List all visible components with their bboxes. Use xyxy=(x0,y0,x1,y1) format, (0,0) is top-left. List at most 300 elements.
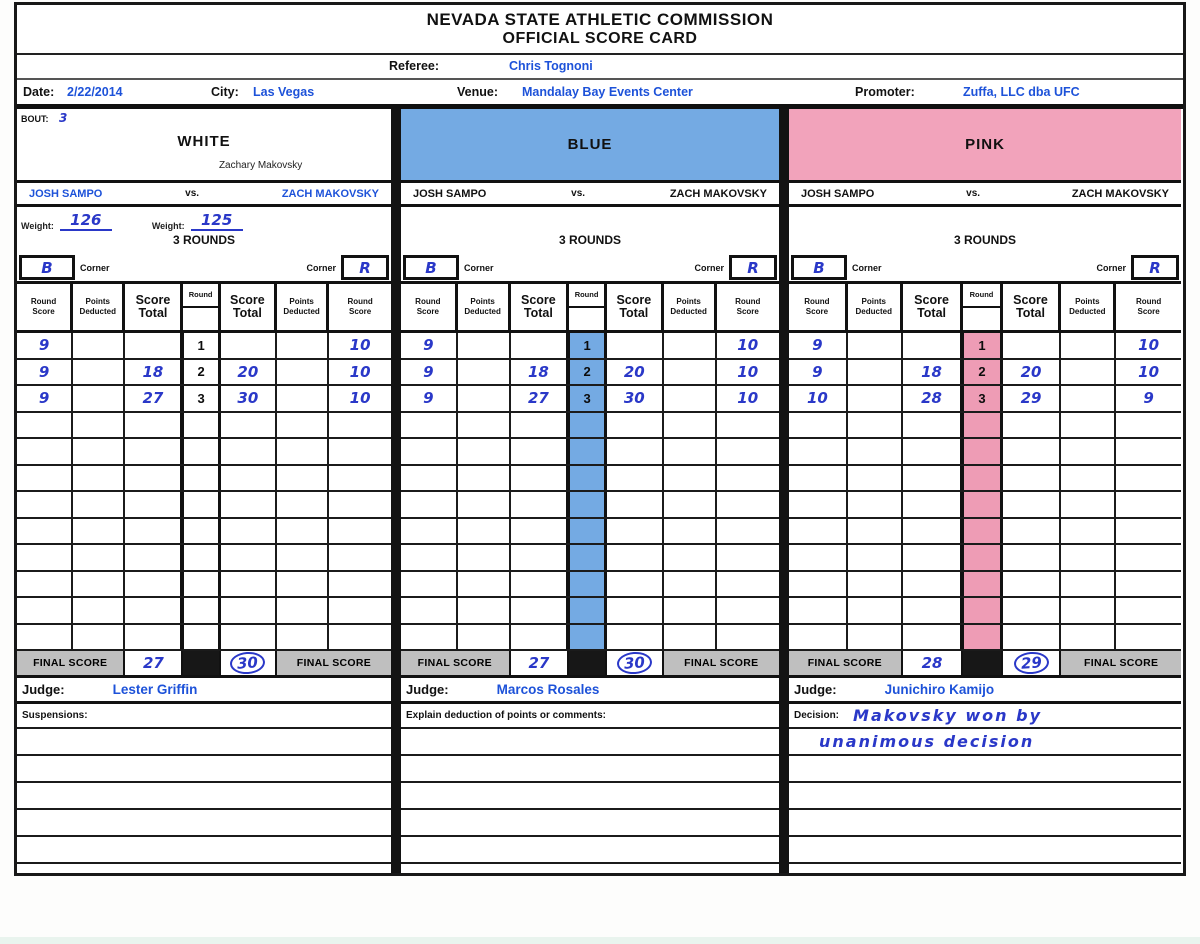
score-row-5 xyxy=(17,439,391,466)
score-cell xyxy=(664,413,717,438)
score-card xyxy=(14,2,1186,876)
round-number-cell xyxy=(569,572,607,597)
score-cell xyxy=(511,413,570,438)
score-cell xyxy=(607,439,664,464)
score-cell: 9 xyxy=(17,360,73,385)
column-header-score-total: Score Total xyxy=(221,284,277,330)
score-cell xyxy=(607,625,664,650)
score-cell: 27 xyxy=(125,386,183,411)
score-row-10 xyxy=(17,572,391,599)
score-cell xyxy=(1003,439,1062,464)
corner-row xyxy=(789,254,1181,281)
weight-row xyxy=(17,207,391,233)
score-cell xyxy=(1116,439,1181,464)
final-score-label-left: FINAL SCORE xyxy=(789,651,903,675)
red-corner-box xyxy=(1131,255,1179,280)
score-cell xyxy=(401,466,458,491)
panel-divider xyxy=(391,109,401,873)
score-cell xyxy=(848,333,903,358)
final-score-left-cell xyxy=(125,651,183,675)
column-header-score-total: Score Total xyxy=(903,284,964,330)
ruled-line xyxy=(17,729,391,756)
score-grid xyxy=(401,333,779,651)
right-fighter-name: ZACH MAKOVSKY xyxy=(281,187,379,200)
round-number-cell xyxy=(183,413,220,438)
score-cell xyxy=(125,466,183,491)
score-cell xyxy=(511,466,570,491)
final-score-label-right: FINAL SCORE xyxy=(277,651,391,675)
score-row-10 xyxy=(401,572,779,599)
spacer xyxy=(401,207,779,233)
red-corner-box xyxy=(341,255,389,280)
venue-label: Venue: xyxy=(457,85,498,99)
column-header-round-score: Round Score xyxy=(401,284,458,330)
score-cell xyxy=(329,598,391,623)
judge-label: Judge: xyxy=(406,682,449,697)
referee-row xyxy=(17,55,1183,80)
round-number-cell xyxy=(183,545,220,570)
score-cell xyxy=(221,333,277,358)
score-cell: 10 xyxy=(1138,336,1160,355)
score-cell xyxy=(848,572,903,597)
weight-label-left: Weight: xyxy=(21,221,54,231)
suspensions-label: Suspensions: xyxy=(22,710,88,721)
right-fighter-name: ZACH MAKOVSKY xyxy=(1071,187,1169,200)
score-cell xyxy=(664,466,717,491)
score-cell xyxy=(607,466,664,491)
score-cell xyxy=(1061,413,1116,438)
score-cell xyxy=(511,492,570,517)
score-row-5 xyxy=(789,439,1181,466)
score-cell xyxy=(1061,492,1116,517)
final-score-right-cell xyxy=(607,651,664,675)
score-cell xyxy=(848,545,903,570)
score-cell: 10 xyxy=(737,336,759,355)
score-cell xyxy=(848,519,903,544)
score-cell xyxy=(329,439,391,464)
score-cell xyxy=(1003,492,1062,517)
left-fighter-name: JOSH SAMPO xyxy=(801,187,875,200)
blue-corner-group xyxy=(791,255,882,280)
decision-handwritten-line1: Makovsky won by xyxy=(853,706,1043,725)
score-cell xyxy=(607,413,664,438)
score-cell xyxy=(664,360,717,385)
blue-corner-group xyxy=(403,255,494,280)
final-score-label-left: FINAL SCORE xyxy=(401,651,511,675)
score-cell xyxy=(903,625,964,650)
score-row-10 xyxy=(789,572,1181,599)
round-number-cell: 1 xyxy=(569,333,607,358)
bout-number-handwritten: 3 xyxy=(59,111,68,125)
round-number-cell xyxy=(963,625,1002,650)
score-cell xyxy=(789,519,848,544)
score-cell xyxy=(277,386,329,411)
comments-row xyxy=(401,704,779,729)
score-cell xyxy=(221,545,277,570)
round-number-cell xyxy=(569,439,607,464)
score-cell xyxy=(664,439,717,464)
round-header-label: Round xyxy=(963,284,999,308)
score-cell xyxy=(17,492,73,517)
score-cell xyxy=(1061,360,1116,385)
score-cell xyxy=(125,333,183,358)
score-cell xyxy=(458,545,511,570)
score-cell xyxy=(73,519,125,544)
score-cell xyxy=(1061,466,1116,491)
bout-row xyxy=(17,109,391,127)
column-header-round-score: Round Score xyxy=(347,297,373,316)
score-cell xyxy=(664,625,717,650)
score-row-1 xyxy=(401,333,779,360)
score-cell xyxy=(607,572,664,597)
score-row-8 xyxy=(17,519,391,546)
score-cell xyxy=(607,333,664,358)
spacer xyxy=(789,207,1181,233)
round-number-cell xyxy=(569,466,607,491)
round-header-label: Round xyxy=(569,284,604,308)
matchup-row xyxy=(401,183,779,207)
score-cell: 29 xyxy=(1003,386,1062,411)
judge-row xyxy=(401,678,779,704)
ruled-line xyxy=(401,810,779,837)
score-cell xyxy=(17,545,73,570)
score-cell xyxy=(73,598,125,623)
round-number-cell: 1 xyxy=(963,333,1002,358)
score-cell xyxy=(17,598,73,623)
score-cell xyxy=(401,598,458,623)
score-cell: 9 xyxy=(1143,389,1154,408)
score-cell xyxy=(903,333,964,358)
score-cell xyxy=(73,545,125,570)
score-cell xyxy=(1116,572,1181,597)
pink-banner xyxy=(789,109,1181,183)
score-cell: 20 xyxy=(1003,360,1062,385)
score-cell xyxy=(717,519,779,544)
score-table-header xyxy=(789,281,1181,333)
score-row-4 xyxy=(401,413,779,440)
red-corner-initial: R xyxy=(1149,258,1161,277)
score-cell xyxy=(125,572,183,597)
score-cell xyxy=(607,545,664,570)
weight-value-left-handwritten: 126 xyxy=(60,211,112,231)
score-row-6 xyxy=(17,466,391,493)
judge-label: Judge: xyxy=(794,682,837,697)
score-cell xyxy=(277,492,329,517)
score-cell xyxy=(458,360,511,385)
score-cell xyxy=(511,625,570,650)
column-header-points-deducted: Points Deducted xyxy=(848,284,903,330)
column-header-points-deducted: Points Deducted xyxy=(664,284,717,330)
score-cell xyxy=(1003,598,1062,623)
scan-edge-artifact xyxy=(0,937,1200,944)
score-cell xyxy=(17,572,73,597)
score-cell xyxy=(401,413,458,438)
score-cell xyxy=(848,492,903,517)
score-cell xyxy=(1061,598,1116,623)
corner-label-right: Corner xyxy=(1096,262,1126,273)
panel-white xyxy=(17,109,391,873)
score-cell xyxy=(607,598,664,623)
score-cell xyxy=(511,439,570,464)
score-cell xyxy=(717,439,779,464)
judge-name: Lester Griffin xyxy=(112,682,198,697)
score-cell xyxy=(458,439,511,464)
score-cell xyxy=(1003,545,1062,570)
score-row-3 xyxy=(789,386,1181,413)
score-cell xyxy=(1116,492,1181,517)
score-cell xyxy=(277,598,329,623)
score-cell xyxy=(329,466,391,491)
score-cell xyxy=(789,598,848,623)
score-row-7 xyxy=(401,492,779,519)
bout-label: BOUT: xyxy=(21,114,49,124)
round-number-cell xyxy=(569,413,607,438)
score-cell: 10 xyxy=(349,336,371,355)
score-cell xyxy=(848,439,903,464)
score-cell xyxy=(848,466,903,491)
rounds-label: 3 ROUNDS xyxy=(172,233,235,247)
fighter-name: Zachary Makovsky xyxy=(218,160,303,171)
panel-pink xyxy=(789,109,1181,873)
score-cell: 18 xyxy=(125,360,183,385)
round-number-cell xyxy=(569,625,607,650)
score-cell xyxy=(848,625,903,650)
blue-corner-box xyxy=(791,255,847,280)
round-number-cell: 2 xyxy=(183,360,220,385)
red-corner-initial: R xyxy=(747,258,759,277)
score-cell xyxy=(458,492,511,517)
score-cell xyxy=(903,572,964,597)
score-cell xyxy=(848,360,903,385)
score-cell xyxy=(277,519,329,544)
panel-divider xyxy=(779,109,789,873)
column-header-score-total: Score Total xyxy=(511,284,570,330)
score-row-8 xyxy=(401,519,779,546)
score-cell xyxy=(277,545,329,570)
round-number-cell: 2 xyxy=(963,360,1002,385)
score-cell: 9 xyxy=(401,333,458,358)
round-number-cell xyxy=(183,466,220,491)
score-cell xyxy=(221,466,277,491)
ruled-line xyxy=(789,756,1181,783)
score-cell xyxy=(848,386,903,411)
final-score-black-box xyxy=(183,651,220,675)
event-info-row xyxy=(17,80,1183,109)
score-row-3 xyxy=(17,386,391,413)
blue-corner-initial: B xyxy=(41,258,53,277)
rounds-label: 3 ROUNDS xyxy=(558,233,621,247)
round-number-cell xyxy=(183,492,220,517)
round-number-cell xyxy=(963,413,1002,438)
score-cell xyxy=(511,519,570,544)
final-score-label-right: FINAL SCORE xyxy=(664,651,779,675)
blue-corner-box xyxy=(19,255,75,280)
score-cell xyxy=(221,413,277,438)
ruled-line xyxy=(401,837,779,864)
score-cell: 10 xyxy=(737,362,759,381)
round-header-subcell xyxy=(569,308,604,330)
score-row-6 xyxy=(401,466,779,493)
score-cell: 9 xyxy=(17,333,73,358)
score-cell: 10 xyxy=(789,386,848,411)
score-cell xyxy=(607,492,664,517)
referee-name: Chris Tognoni xyxy=(509,59,593,73)
score-row-11 xyxy=(17,598,391,625)
corner-label-left: Corner xyxy=(852,262,882,273)
decision-handwritten-line2: unanimous decision xyxy=(819,732,1035,751)
column-header-score-total: Score Total xyxy=(1003,284,1062,330)
ruled-line xyxy=(789,810,1181,837)
score-cell: 30 xyxy=(221,386,277,411)
score-cell xyxy=(511,598,570,623)
score-cell xyxy=(73,360,125,385)
score-row-6 xyxy=(789,466,1181,493)
judge-panels xyxy=(17,109,1183,873)
score-cell xyxy=(789,572,848,597)
blue-corner-initial: B xyxy=(813,258,825,277)
score-cell xyxy=(221,439,277,464)
score-cell xyxy=(17,439,73,464)
final-score-left-handwritten: 28 xyxy=(921,654,943,672)
score-row-12 xyxy=(401,625,779,652)
corner-label-right: Corner xyxy=(306,262,336,273)
score-cell xyxy=(458,519,511,544)
decision-row xyxy=(789,704,1181,729)
score-cell xyxy=(277,333,329,358)
score-row-1 xyxy=(789,333,1181,360)
score-cell xyxy=(1003,625,1062,650)
score-cell xyxy=(1061,545,1116,570)
round-header-subcell xyxy=(183,308,217,330)
score-cell xyxy=(125,519,183,544)
final-score-right-circled: 29 xyxy=(1013,651,1049,675)
ruled-line xyxy=(17,783,391,810)
score-cell xyxy=(458,572,511,597)
round-number-cell xyxy=(569,519,607,544)
score-cell xyxy=(221,572,277,597)
score-cell xyxy=(221,625,277,650)
score-cell: 9 xyxy=(789,360,848,385)
score-cell xyxy=(789,625,848,650)
blue-corner-box xyxy=(403,255,459,280)
corner-color-title: PINK xyxy=(965,136,1005,153)
score-cell xyxy=(401,519,458,544)
round-number-cell xyxy=(963,598,1002,623)
score-cell: 27 xyxy=(511,386,570,411)
score-cell xyxy=(125,545,183,570)
score-cell xyxy=(73,492,125,517)
weight-label-right: Weight: xyxy=(151,221,185,231)
score-cell xyxy=(458,466,511,491)
round-number-cell xyxy=(569,598,607,623)
score-cell xyxy=(17,519,73,544)
corner-label-left: Corner xyxy=(80,262,110,273)
date-label: Date: xyxy=(23,85,55,99)
round-number-cell: 3 xyxy=(569,386,607,411)
date-value: 2/22/2014 xyxy=(67,85,123,99)
round-number-cell xyxy=(569,492,607,517)
score-cell: 9 xyxy=(789,333,848,358)
judge-row xyxy=(789,678,1181,704)
final-score-row xyxy=(789,651,1181,678)
final-score-black-box xyxy=(963,651,1002,675)
score-cell: 9 xyxy=(401,360,458,385)
vs-label: vs. xyxy=(571,188,586,199)
score-cell xyxy=(717,545,779,570)
score-cell xyxy=(1116,545,1181,570)
score-cell xyxy=(903,413,964,438)
score-cell xyxy=(125,598,183,623)
score-cell xyxy=(277,466,329,491)
score-cell xyxy=(903,439,964,464)
score-cell xyxy=(401,625,458,650)
right-fighter-name: ZACH MAKOVSKY xyxy=(669,187,767,200)
score-cell xyxy=(664,598,717,623)
rounds-label: 3 ROUNDS xyxy=(953,233,1016,247)
score-cell xyxy=(717,466,779,491)
comments-label: Explain deduction of points or comments: xyxy=(406,710,607,721)
score-cell xyxy=(277,413,329,438)
score-cell xyxy=(73,625,125,650)
score-cell xyxy=(125,625,183,650)
white-banner xyxy=(17,127,391,183)
score-cell xyxy=(458,598,511,623)
final-score-row xyxy=(17,651,391,678)
score-cell: 10 xyxy=(737,389,759,408)
score-row-7 xyxy=(789,492,1181,519)
score-cell xyxy=(717,598,779,623)
ruled-line xyxy=(17,810,391,837)
score-table-header xyxy=(401,281,779,333)
score-cell xyxy=(1116,413,1181,438)
score-cell xyxy=(511,333,570,358)
score-cell xyxy=(221,492,277,517)
final-score-label-left: FINAL SCORE xyxy=(17,651,125,675)
weight-value-right-handwritten: 125 xyxy=(191,211,243,231)
blue-corner-initial: B xyxy=(425,258,437,277)
score-cell xyxy=(277,625,329,650)
city-label: City: xyxy=(211,85,239,99)
score-cell xyxy=(73,439,125,464)
final-score-label-right: FINAL SCORE xyxy=(1061,651,1181,675)
score-cell: 10 xyxy=(349,362,371,381)
score-cell xyxy=(789,466,848,491)
promoter-value: Zuffa, LLC dba UFC xyxy=(963,85,1080,99)
score-cell xyxy=(329,492,391,517)
round-number-cell xyxy=(963,519,1002,544)
red-corner-group xyxy=(1096,255,1179,280)
score-cell xyxy=(717,625,779,650)
score-cell: 20 xyxy=(221,360,277,385)
score-cell: 30 xyxy=(607,386,664,411)
score-cell: 18 xyxy=(511,360,570,385)
corner-color-title: WHITE xyxy=(177,133,231,150)
vs-label: vs. xyxy=(966,188,981,199)
card-title: OFFICIAL SCORE CARD xyxy=(502,30,698,47)
score-cell xyxy=(1061,386,1116,411)
final-score-right-circled: 30 xyxy=(616,651,652,675)
final-score-black-box xyxy=(569,651,607,675)
score-cell: 9 xyxy=(17,386,73,411)
score-cell xyxy=(329,519,391,544)
score-table-header xyxy=(17,281,391,333)
round-number-cell xyxy=(183,625,220,650)
score-cell xyxy=(717,413,779,438)
score-cell xyxy=(903,466,964,491)
final-score-right-cell xyxy=(1003,651,1062,675)
score-cell xyxy=(73,413,125,438)
score-cell xyxy=(511,545,570,570)
